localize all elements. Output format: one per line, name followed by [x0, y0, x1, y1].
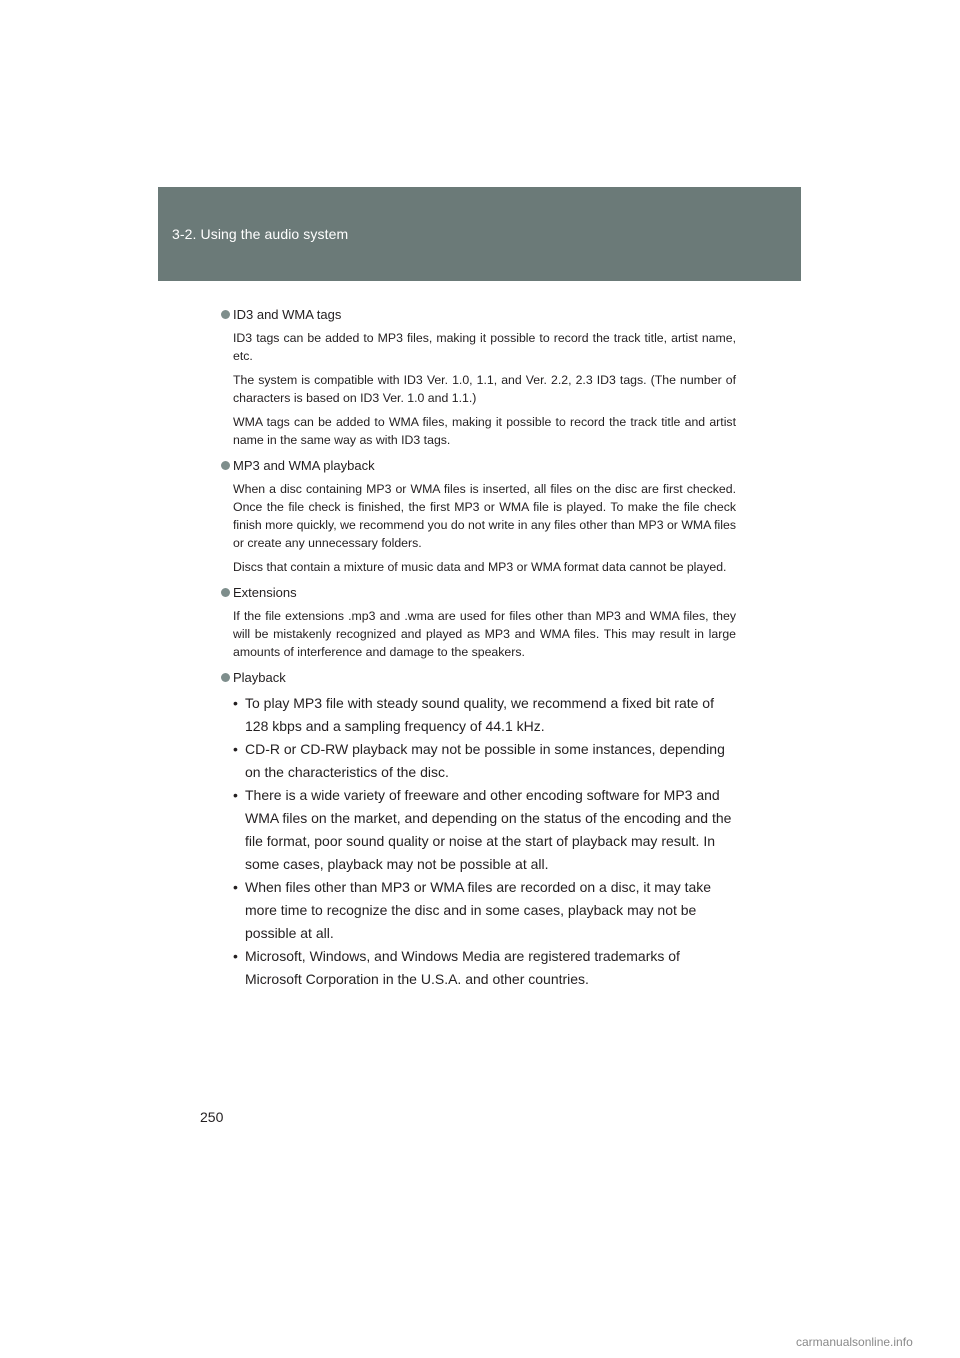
list-item: [233, 876, 736, 945]
paragraph: When a disc containing MP3 or WMA files is inserted, all files on the disc are first checked. Once the file check is finished, the first MP3 or WMA file is played. To make the file check finish more quickly, we recommend you do not write in any files other than MP3 or WMA files or create any unnecessary folders.: [233, 482, 736, 550]
list-bullet: •: [233, 741, 238, 757]
section-heading-text: Playback: [233, 670, 286, 685]
playback-list: [222, 692, 736, 991]
list-item: [233, 784, 736, 876]
watermark: carmanualsonline.info: [796, 1335, 913, 1349]
bullet-dot-icon: [221, 673, 230, 682]
section-heading: [222, 584, 736, 602]
list-item-text: CD-R or CD-RW playback may not be possible in some instances, depending on the characteristics of the disc.: [245, 741, 725, 780]
section-id3-wma-tags: [222, 306, 736, 449]
paragraph: Discs that contain a mixture of music data and MP3 or WMA format data cannot be played.: [233, 560, 727, 574]
bullet-dot-icon: [221, 588, 230, 597]
section-mp3-wma-playback: [222, 457, 736, 576]
section-heading: [222, 457, 736, 475]
page-number: 250: [200, 1109, 224, 1125]
list-bullet: •: [233, 695, 238, 711]
paragraph: WMA tags can be added to WMA files, making it possible to record the track title and artist name in the same way as with ID3 tags.: [233, 415, 736, 447]
list-bullet: •: [233, 879, 238, 895]
list-item-text: When files other than MP3 or WMA files are recorded on a disc, it may take more time to recognize the disc and in some cases, playback may not be possible at all.: [245, 879, 712, 941]
list-bullet: •: [233, 948, 238, 964]
paragraph: ID3 tags can be added to MP3 files, making it possible to record the track title, artist name, etc.: [233, 331, 736, 363]
list-item: [233, 945, 736, 991]
list-item-text: There is a wide variety of freeware and other encoding software for MP3 and WMA files on the market, and depending on the status of the encoding and the file format, poor sound quality or noise at the start of playback may result. In some cases, playback may not be possible at all.: [245, 787, 732, 872]
header-band: [158, 187, 801, 281]
paragraph: If the file extensions .mp3 and .wma are used for files other than MP3 and WMA files, they will be mistakenly recognized and played as MP3 and WMA files. This may result in large amounts of interference and damage to the speakers.: [233, 609, 736, 659]
list-item: [233, 738, 736, 784]
list-item: [233, 692, 736, 738]
section-title: 3-2. Using the audio system: [172, 226, 349, 242]
section-heading-text: MP3 and WMA playback: [233, 458, 375, 473]
section-playback: [222, 669, 736, 991]
section-heading-text: Extensions: [233, 585, 297, 600]
section-heading-text: ID3 and WMA tags: [233, 307, 342, 322]
bullet-dot-icon: [221, 310, 230, 319]
list-item-text: To play MP3 file with steady sound quality, we recommend a fixed bit rate of 128 kbps and a sampling frequency of 44.1 kHz.: [245, 695, 714, 734]
bullet-dot-icon: [221, 461, 230, 470]
section-extensions: [222, 584, 736, 661]
section-heading: [222, 669, 736, 687]
page-content: [222, 306, 736, 991]
list-bullet: •: [233, 787, 238, 803]
list-item-text: Microsoft, Windows, and Windows Media are registered trademarks of Microsoft Corporation in the U.S.A. and other countries.: [245, 948, 680, 987]
section-heading: [222, 306, 736, 324]
paragraph: The system is compatible with ID3 Ver. 1.0, 1.1, and Ver. 2.2, 2.3 ID3 tags. (The number of characters is based on ID3 Ver. 1.0 and 1.1.): [233, 373, 736, 405]
